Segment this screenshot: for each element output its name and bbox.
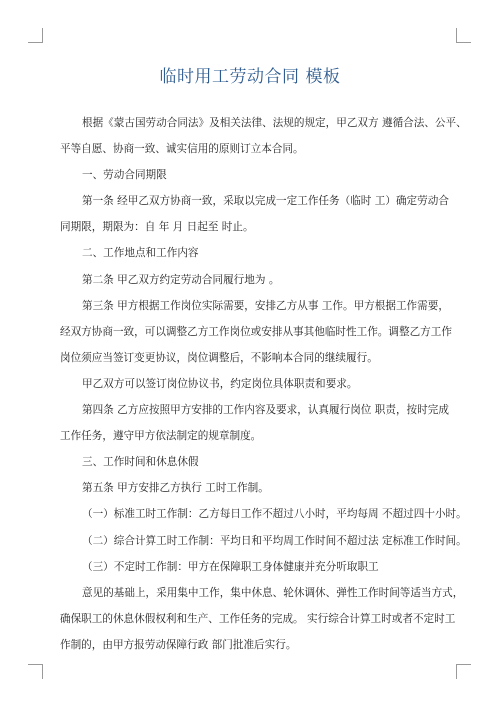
body-line: 工作任务，遵守甲方依法制定的规章制度。 (60, 430, 262, 443)
crop-mark-top-left (28, 28, 43, 43)
body-line: 岗位须应当签订变更协议，岗位调整后，不影响本合同的继续履行。 (60, 351, 378, 364)
body-line: 第四条 乙方应按照甲方安排的工作内容及要求，认真履行岗位 职责，按时完成 (82, 404, 449, 417)
document-body (60, 110, 467, 658)
body-line: 二、工作地点和工作内容 (82, 247, 199, 260)
body-line: 第二条 甲乙双方约定劳动合同履行地为 。 (82, 273, 280, 286)
crop-mark-bottom-left (28, 664, 43, 679)
body-line: 作制的，由甲方报劳动保障行政 部门批准后实行。 (60, 638, 297, 651)
document-title: 临时用工劳动合同 模板 (159, 67, 341, 87)
body-line: 根据《蒙古国劳动合同法》及相关法律、法规的规定，甲乙双方 遵循合法、公平、 (82, 117, 467, 129)
body-line: （一）标准工时工作制：乙方每日工作不超过八小时，平均每周 不超过四十小时。 (82, 508, 467, 521)
crop-mark-bottom-right (456, 664, 471, 679)
body-line: （三）不定时工作制：甲方在保障职工身体健康并充分听取职工 (82, 560, 379, 573)
body-line: 平等自愿、协商一致、诚实信用的原则订立本合同。 (60, 143, 304, 156)
body-line: 第五条 甲方安排乙方执行 工时工作制。 (82, 482, 269, 495)
body-line: 三、工作时间和休息休假 (82, 456, 199, 469)
body-line: 意见的基础上，采用集中工作，集中休息、轮休调休、弹性工作时间等适当方式， (82, 586, 464, 599)
body-line: 确保职工的休息休假权利和生产、工作任务的完成。 实行综合计算工时或者不定时工 (60, 612, 456, 625)
crop-mark-top-right (456, 28, 471, 43)
body-line: 第三条 甲方根据工作岗位实际需要，安排乙方从事 工作。甲方根据工作需要， (82, 299, 449, 312)
body-line: 甲乙双方可以签订岗位协议书，约定岗位具体职责和要求。 (82, 377, 358, 390)
body-line: 经双方协商一致，可以调整乙方工作岗位或安排从事其他临时性工作。调整乙方工作 (60, 325, 452, 338)
body-line: 第一条 经甲乙双方协商一致，采取以完成一定工作任务（临时 工）确定劳动合 (82, 195, 449, 208)
body-line: 一、劳动合同期限 (82, 169, 167, 182)
body-line: 同期限，期限为：自 年 月 日起至 时止。 (60, 221, 254, 234)
body-line: （二）综合计算工时工作制：平均日和平均周工作时间不超过法 定标准工作时间。 (82, 534, 467, 547)
